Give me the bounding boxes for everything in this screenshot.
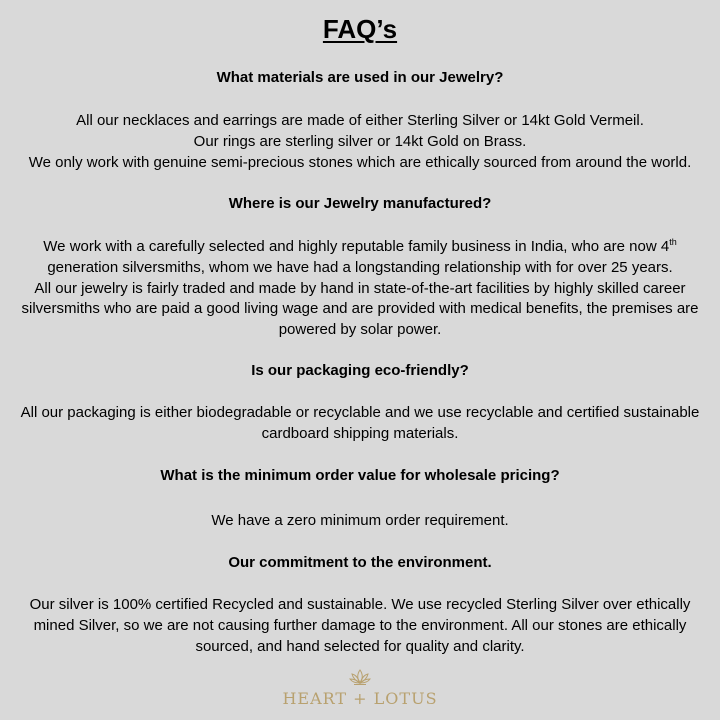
- answer-text: generation silversmiths, whom we have had a longstanding relationship with for over 25 years.: [47, 258, 673, 276]
- answer-line: We only work with genuine semi-precious stones which are ethically sourced from around the world.: [28, 153, 692, 171]
- lotus-icon: [349, 668, 371, 686]
- faq-question-manufacturing: Where is our Jewelry manufactured?: [228, 195, 492, 212]
- brand-name: HEART + LOTUS: [282, 689, 438, 708]
- brand-logo: [260, 668, 460, 716]
- answer-paragraph: All our jewelry is fairly traded and made by hand in state-of-the-art facilities by highly skilled career silversmiths who are paid a good living wage and are provided with medical benefits, the premises are powered by solar power.: [21, 279, 699, 339]
- page-title: FAQ’s: [322, 14, 398, 44]
- faq-question-wholesale: What is the minimum order value for wholesale pricing?: [160, 467, 560, 484]
- faq-question-materials: What materials are used in our Jewelry?: [216, 69, 504, 86]
- faq-answer-environment: Our silver is 100% certified Recycled and sustainable. We use recycled Sterling Silver over ethically mined Silver, so we are not causing further damage to the environment. All our stones are ethically sourced, and hand selected for quality and clarity.: [29, 596, 691, 655]
- faq-answer-packaging: All our packaging is either biodegradable or recyclable and we use recyclable and certified sustainable cardboard shipping materials.: [20, 404, 700, 442]
- faq-question-environment: Our commitment to the environment.: [228, 554, 492, 571]
- faq-answer-manufacturing: [20, 237, 700, 341]
- superscript: th: [669, 237, 677, 247]
- answer-line: Our rings are sterling silver or 14kt Gold on Brass.: [193, 132, 527, 150]
- faq-answer-wholesale: We have a zero minimum order requirement.: [211, 512, 509, 529]
- answer-paragraph: [20, 237, 700, 279]
- answer-text: We work with a carefully selected and highly reputable family business in India, who are now 4: [43, 238, 670, 255]
- faq-answer-materials: [20, 111, 700, 173]
- answer-line: All our necklaces and earrings are made of either Sterling Silver or 14kt Gold Vermeil.: [76, 112, 644, 129]
- faq-question-packaging: Is our packaging eco-friendly?: [251, 362, 469, 379]
